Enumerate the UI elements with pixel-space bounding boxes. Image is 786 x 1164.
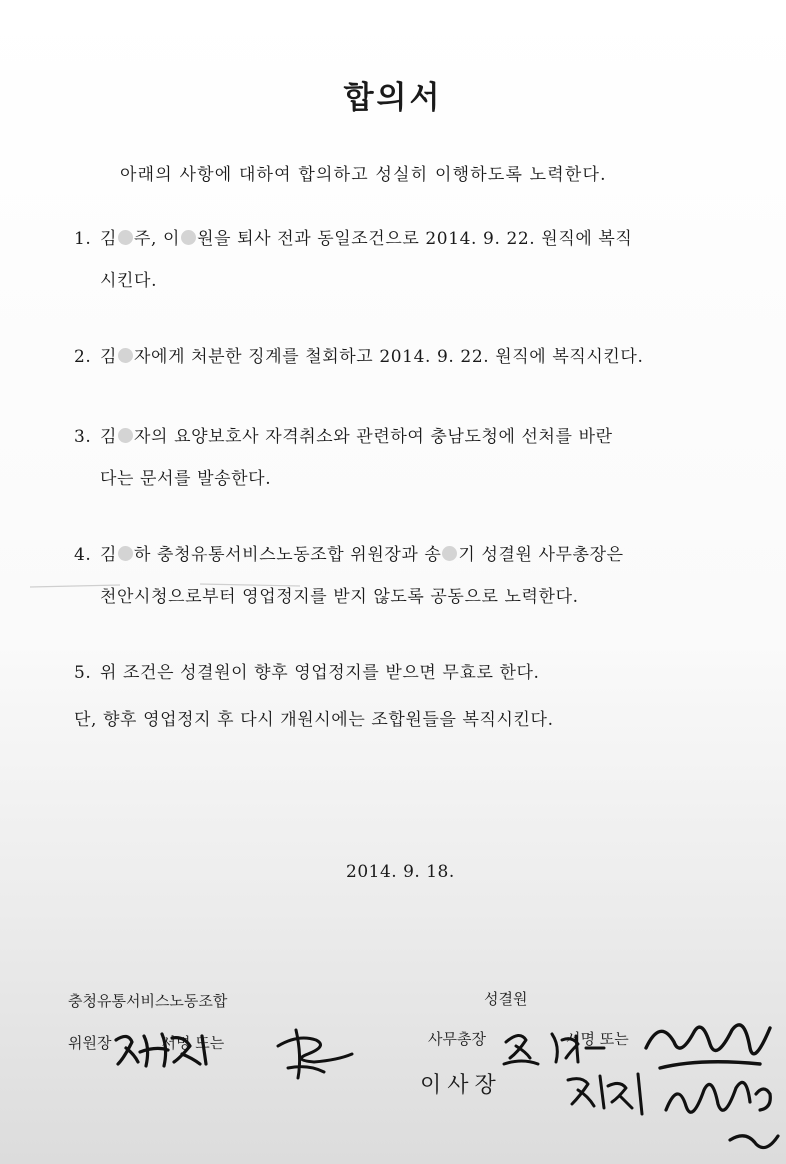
item-text: 김	[100, 427, 118, 447]
item-text: 기 성결원 사무총장은	[458, 545, 624, 565]
proviso-note: 단, 향후 영업정지 후 다시 개원시에는 조합원들을 복직시킨다.	[74, 710, 554, 730]
item-text: 하 충청유통서비스노동조합 위원장과 송	[134, 545, 442, 565]
document-date: 2014. 9. 18.	[346, 862, 455, 882]
institution-signature-line	[428, 1028, 629, 1049]
redaction-blur	[181, 230, 196, 245]
union-name: 충청유통서비스노동조합	[68, 992, 228, 1010]
item-5-line-1	[74, 652, 734, 694]
item-number: 2.	[74, 347, 92, 367]
redaction-blur	[118, 546, 133, 561]
agreement-item-2	[74, 336, 734, 378]
chairman-signature-scrawl	[660, 1060, 786, 1160]
item-text: 김	[100, 347, 118, 367]
agreement-item-5	[74, 652, 734, 694]
union-role: 위원장	[68, 1034, 112, 1052]
redaction-blur	[118, 230, 133, 245]
union-leader-signature-scrawl	[268, 1016, 358, 1086]
item-text: 원을 퇴사 전과 동일조건으로 2014. 9. 22. 원직에 복직	[197, 229, 633, 249]
intro-sentence: 아래의 사항에 대하여 합의하고 성실히 이행하도록 노력한다.	[120, 165, 607, 185]
item-number: 5.	[74, 663, 92, 683]
secretary-general-role: 사무총장	[428, 1030, 486, 1048]
union-signature-line	[68, 1032, 224, 1053]
item-text: 위 조건은 성결원이 향후 영업정지를 받으면 무효로 한다.	[100, 663, 540, 683]
institution-sign-prompt: 서명 또는	[565, 1030, 629, 1048]
institution-name: 성결원	[484, 990, 528, 1008]
item-3-line-1	[74, 416, 734, 458]
item-text: 자에게 처분한 징계를 철회하고 2014. 9. 22. 원직에 복직시킨다.	[134, 347, 644, 367]
union-sign-prompt: 서명 또는	[161, 1034, 225, 1052]
item-text: 김	[100, 229, 118, 249]
item-1-line-1	[74, 218, 734, 260]
item-text: 김	[100, 545, 118, 565]
secretary-general-signature-scrawl	[640, 1008, 786, 1088]
item-4-line-1	[74, 534, 734, 576]
item-3-line-2: 다는 문서를 발송한다.	[100, 469, 272, 489]
chairman-handwritten-label: 이사장	[420, 1073, 502, 1098]
redaction-blur	[442, 546, 457, 561]
agreement-item-4	[74, 534, 734, 618]
item-2-line-1	[74, 336, 734, 378]
item-number: 3.	[74, 427, 92, 447]
item-text: 주, 이	[134, 229, 181, 249]
item-number: 1.	[74, 229, 92, 249]
item-1-line-2: 시킨다.	[100, 271, 158, 291]
agreement-item-3	[74, 416, 734, 500]
item-number: 4.	[74, 545, 92, 565]
chairman-handwritten-name	[560, 1066, 660, 1126]
redaction-blur	[118, 428, 133, 443]
document-title: 합의서	[343, 80, 443, 116]
agreement-item-1	[74, 218, 734, 302]
redaction-blur	[118, 348, 133, 363]
item-4-line-2: 천안시청으로부터 영업정지를 받지 않도록 공동으로 노력한다.	[100, 587, 579, 607]
item-text: 자의 요양보호사 자격취소와 관련하여 충남도청에 선처를 바란	[134, 427, 613, 447]
